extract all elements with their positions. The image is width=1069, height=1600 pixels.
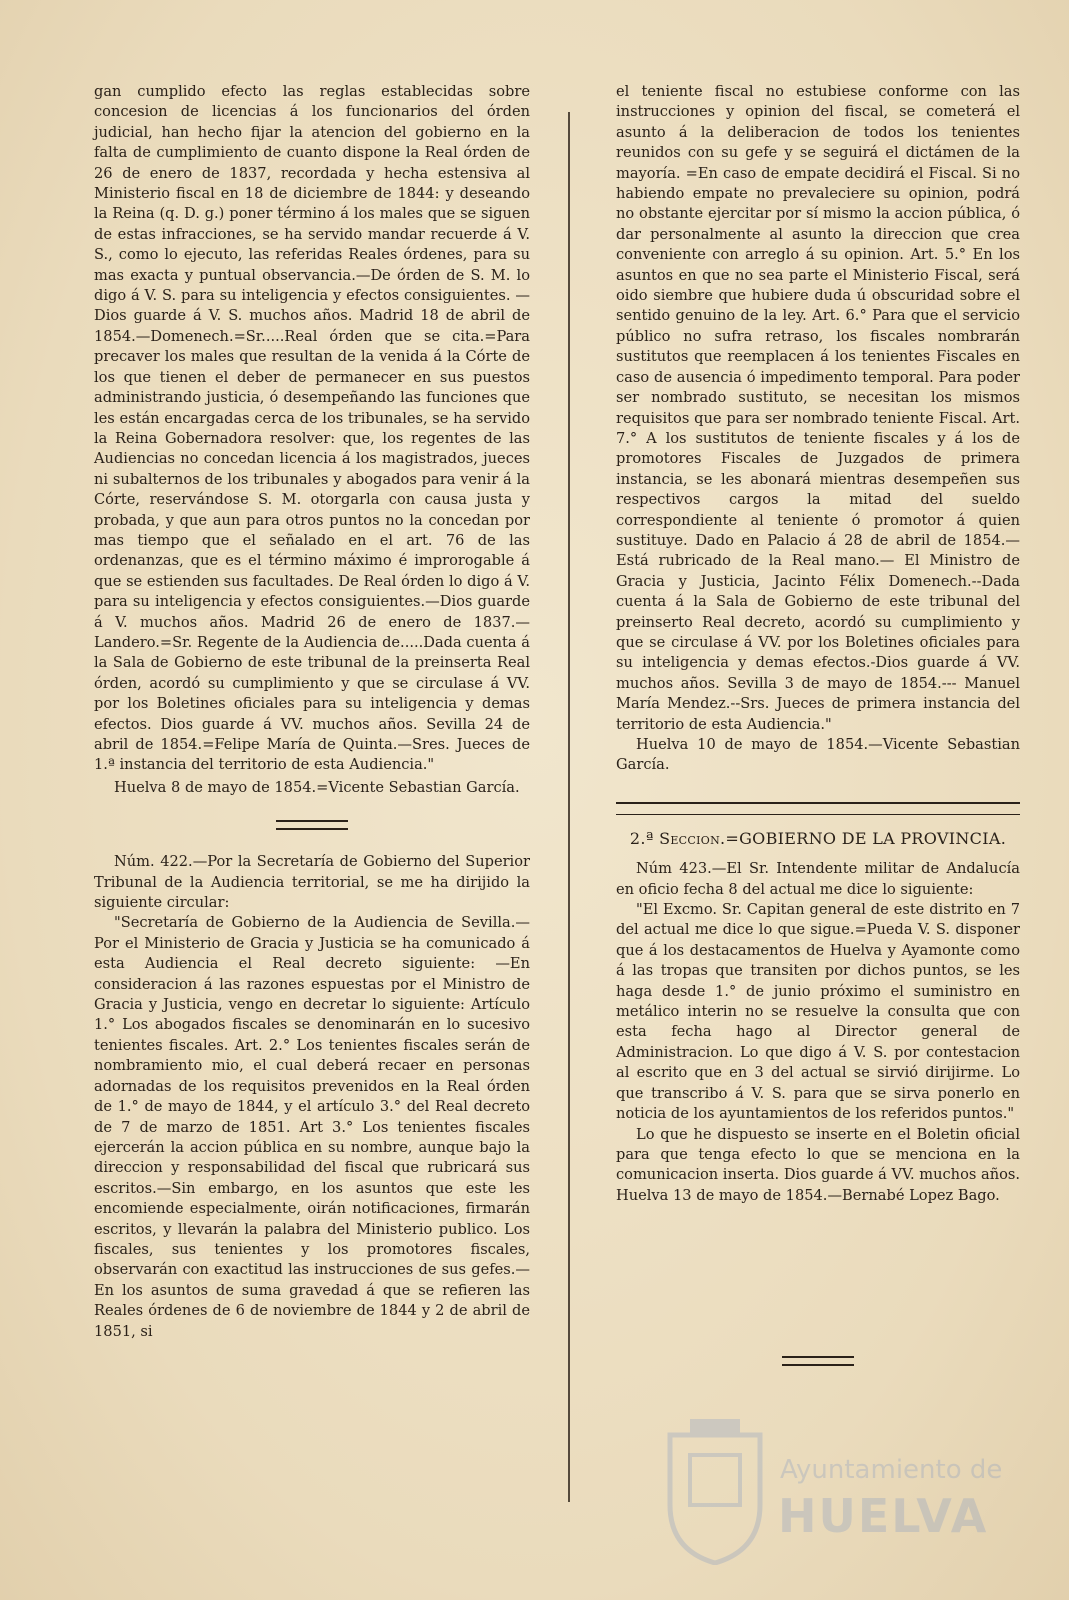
column-rule xyxy=(568,112,570,1502)
section-label: Seccion. xyxy=(659,828,726,848)
end-ornament xyxy=(782,1356,854,1366)
watermark-line-2: HUELVA xyxy=(778,1489,989,1543)
quoted-order-paragraph: "El Excmo. Sr. Capitan general de este distrito en 7 del actual me dice lo que sigue.=Pueda V. S. disponer que á los destacamentos de Huelva y Ayamonte como á las tropas que transiten por dichos puntos, se les haga desde 1.° de junio próximo el suministro en metálico interin no se resuelve la consulta que con esta fecha hago al Director general de Administracion. Lo que digo á V. S. por contestacion al escrito que en 3 del actual se sirvió dirijirme. Lo que transcribo á V. S. para que se sirva ponerlo en noticia de los ayuntamientos de los referidos puntos." xyxy=(616,901,1020,1123)
right-signature: Huelva 10 de mayo de 1854.—Vicente Sebastian García. xyxy=(616,736,1020,774)
right-paragraph-1: el teniente fiscal no estubiese conforme con las instrucciones y opinion del fiscal, se cometerá el asunto á la deliberacion de todos los tenientes reunidos con su gefe y se seguirá el dictámen de la mayoría. =En caso de empate decidirá el Fiscal. Si no habiendo empate no prevaleciere su opinion, podrá no obstante ejercitar por sí mismo la accion pública, ó dar personalmente al asunto la direccion que crea conveniente con arreglo á su opinion. Art. 5.° En los asuntos en que no sea parte el Ministerio Fiscal, será oido siembre que hubiere duda ú obscuridad sobre el sentido genuino de la ley. Art. 6.° Para que el servicio público no sufra retraso, los fiscales nombrarán sustitutos que reemplacen á los tenientes Fiscales en caso de ausencia ó impedimento temporal. Para poder ser nombrado sustituto, se necesitan los mismos requisitos que para ser nombrado teniente Fiscal. Art. 7.° A los sustitutos de teniente fiscales y á los de promotores Fiscales de Juzgados de primera instancia, se les abonará mientras desempeñen sus respectivos cargos la mitad del sueldo correspondiente al teniente ó promotor á quien sustituye. Dado en Palacio á 28 de abril de 1854.—Está rubricado de la Real mano.— El Ministro de Gracia y Justicia, Jacinto Félix Domenech.--Dada cuenta á la Sala de Gobierno de este tribunal del preinserto Real decreto, acordó su cumplimiento y que se circulase á VV. por los Boletines oficiales para su inteligencia y demas efectos.-Dios guarde á VV. muchos años. Sevilla 3 de mayo de 1854.--- Manuel María Mendez.--Srs. Jueces de primera instancia del territorio de esta Audiencia." xyxy=(616,83,1020,733)
archive-watermark xyxy=(660,1415,1040,1565)
left-paragraph-1: gan cumplido efecto las reglas establecidas sobre concesion de licencias á los funcionarios del órden judicial, han hecho fijar la atencion del gobierno en la falta de cumplimiento de cuanto dispone la Real órden de 26 de enero de 1837, recordada y hecha estensiva al Ministerio fiscal en 18 de diciembre de 1844: y deseando la Reina (q. D. g.) poner término á los males que se siguen de estas infracciones, se ha servido mandar recuerde á V. S., como lo ejecuto, las referidas Reales órdenes, para su mas exacta y puntual observancia.—De órden de S. M. lo digo á V. S. para su inteligencia y efectos consiguientes. —Dios guarde á V. S. muchos años. Madrid 18 de abril de 1854.—Domenech.=Sr.....Real órden que se cita.=Para precaver los males que resultan de la venida á la Córte de los que tienen el deber de permanecer en sus puestos administrando justicia, ó desempeñando las funciones que les están encargadas cerca de los tribunales, se ha servido la Reina Gobernadora resolver: que, los regentes de las Audiencias no concedan licencia á los magistrados, jueces ni subalternos de los tribunales y abogados para venir á la Córte, reservándose S. M. otorgarla con causa justa y probada, y que aun para otros puntos no la concedan por mas tiempo que el señalado en el art. 76 de las ordenanzas, que es el término máximo é improrogable á que se estienden sus facultades. De Real órden lo digo á V. para su inteligencia y efectos consiguientes.—Dios guarde á V. muchos años. Madrid 26 de enero de 1837.—Landero.=Sr. Regente de la Audiencia de.....Dada cuenta á la Sala de Gobierno de este tribunal de la preinserta Real órden, acordó su cumplimiento y que se circulase á VV. por los Boletines oficiales para su inteligencia y demas efectos. Dios guarde á VV. muchos años. Sevilla 24 de abril de 1854.=Felipe María de Quinta.—Sres. Jueces de 1.ª instancia del territorio de esta Audiencia." xyxy=(94,83,530,774)
num-423-paragraph: Núm 423.—El Sr. Intendente militar de Andalucía en oficio fecha 8 del actual me dice lo siguiente: xyxy=(616,860,1020,898)
section-title: =GOBIERNO DE LA PROVINCIA. xyxy=(725,828,1007,848)
section-number: 2.ª xyxy=(629,828,654,848)
num-422-paragraph: Núm. 422.—Por la Secretaría de Gobierno del Superior Tribunal de la Audiencia territorial, se me ha dirijido la siguiente circular: xyxy=(94,853,530,912)
watermark-line-1: Ayuntamiento de xyxy=(780,1455,1003,1485)
section-heading xyxy=(616,829,1020,849)
section-divider-ornament xyxy=(276,820,348,830)
closing-paragraph: Lo que he dispuesto se inserte en el Boletin oficial para que tenga efecto lo que se menciona en la comunicacion inserta. Dios guarde á VV. muchos años. Huelva 13 de mayo de 1854.—Bernabé Lopez Bago. xyxy=(616,1125,1021,1204)
right-column xyxy=(616,82,1020,1380)
left-signature: Huelva 8 de mayo de 1854.=Vicente Sebastian García. xyxy=(114,778,520,796)
section-rule-top xyxy=(616,802,1020,804)
left-column xyxy=(94,82,530,1342)
circular-paragraph: "Secretaría de Gobierno de la Audiencia de Sevilla.—Por el Ministerio de Gracia y Justicia se ha comunicado á esta Audiencia el Real decreto siguiente: —En consideracion á las razones espuestas por el Ministro de Gracia y Justicia, vengo en decretar lo siguiente: Artículo 1.° Los abogados fiscales se denominarán en lo sucesivo tenientes fiscales. Art. 2.° Los tenientes fiscales serán de nombramiento mio, el cual deberá recaer en personas adornadas de los requisitos prevenidos en la Real órden de 1.° de mayo de 1844, y el artículo 3.° del Real decreto de 7 de marzo de 1851. Art 3.° Los tenientes fiscales ejercerán la accion pública en su nombre, aunque bajo la direccion y responsabilidad del fiscal que rubricará sus escritos.—Sin embargo, en los asuntos que este les encomiende especialmente, oirán notificaciones, firmarán escritos, y llevarán la palabra del Ministerio publico. Los fiscales, sus tenientes y los promotores fiscales, observarán con exactitud las instrucciones de sus gefes.—En los asuntos de suma gravedad á que se refieren las Reales órdenes de 6 de noviembre de 1844 y 2 de abril de 1851, si xyxy=(94,914,530,1340)
section-rule-bottom xyxy=(616,814,1020,815)
coat-of-arms-icon xyxy=(660,1415,770,1565)
